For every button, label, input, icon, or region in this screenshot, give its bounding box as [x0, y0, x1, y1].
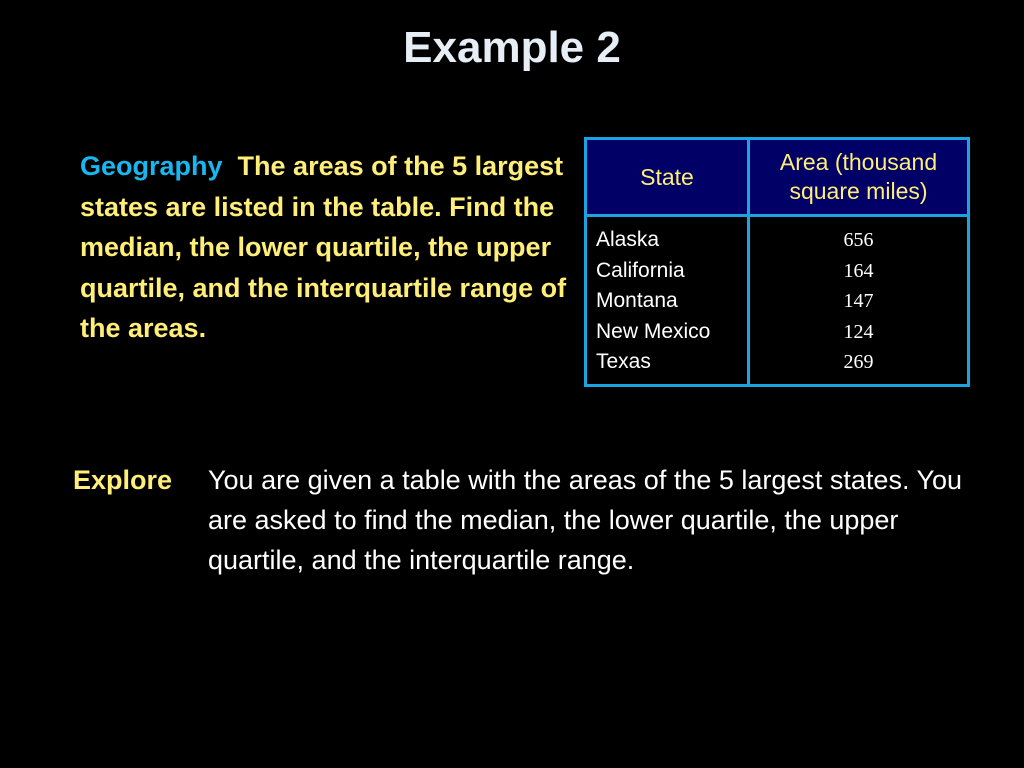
state-area-table [584, 137, 970, 387]
problem-topic: Geography [80, 151, 223, 181]
explore-label: Explore [73, 465, 173, 495]
table-body-row [586, 216, 969, 386]
explore-text: You are given a table with the areas of the 5 largest states. You are asked to find the median, the lower quartile, the upper quartile, and the interquartile range. [208, 465, 963, 575]
slide-title: Example 2 [403, 23, 621, 72]
area-cell: 147 [843, 290, 874, 313]
area-cell: 124 [843, 320, 874, 343]
state-cell: New Mexico [596, 319, 711, 343]
header-area: Area (thousand square miles) [749, 139, 969, 216]
state-cell: Montana [596, 289, 678, 313]
state-cell: Texas [596, 350, 651, 374]
area-cell: 269 [843, 351, 874, 374]
table-header-row [586, 139, 969, 216]
area-cell: 656 [843, 229, 874, 251]
header-state: State [586, 139, 749, 216]
area-column [749, 216, 969, 386]
state-cell: Alaska [596, 228, 660, 251]
area-cell: 164 [843, 259, 874, 282]
state-cell: California [596, 258, 685, 282]
state-column [586, 216, 749, 386]
problem-text: The areas of the 5 largest states are listed in the table. Find the median, the lower quartile, the upper quartile, and the interquartile range of the areas. [80, 151, 567, 343]
problem-statement [80, 146, 580, 349]
